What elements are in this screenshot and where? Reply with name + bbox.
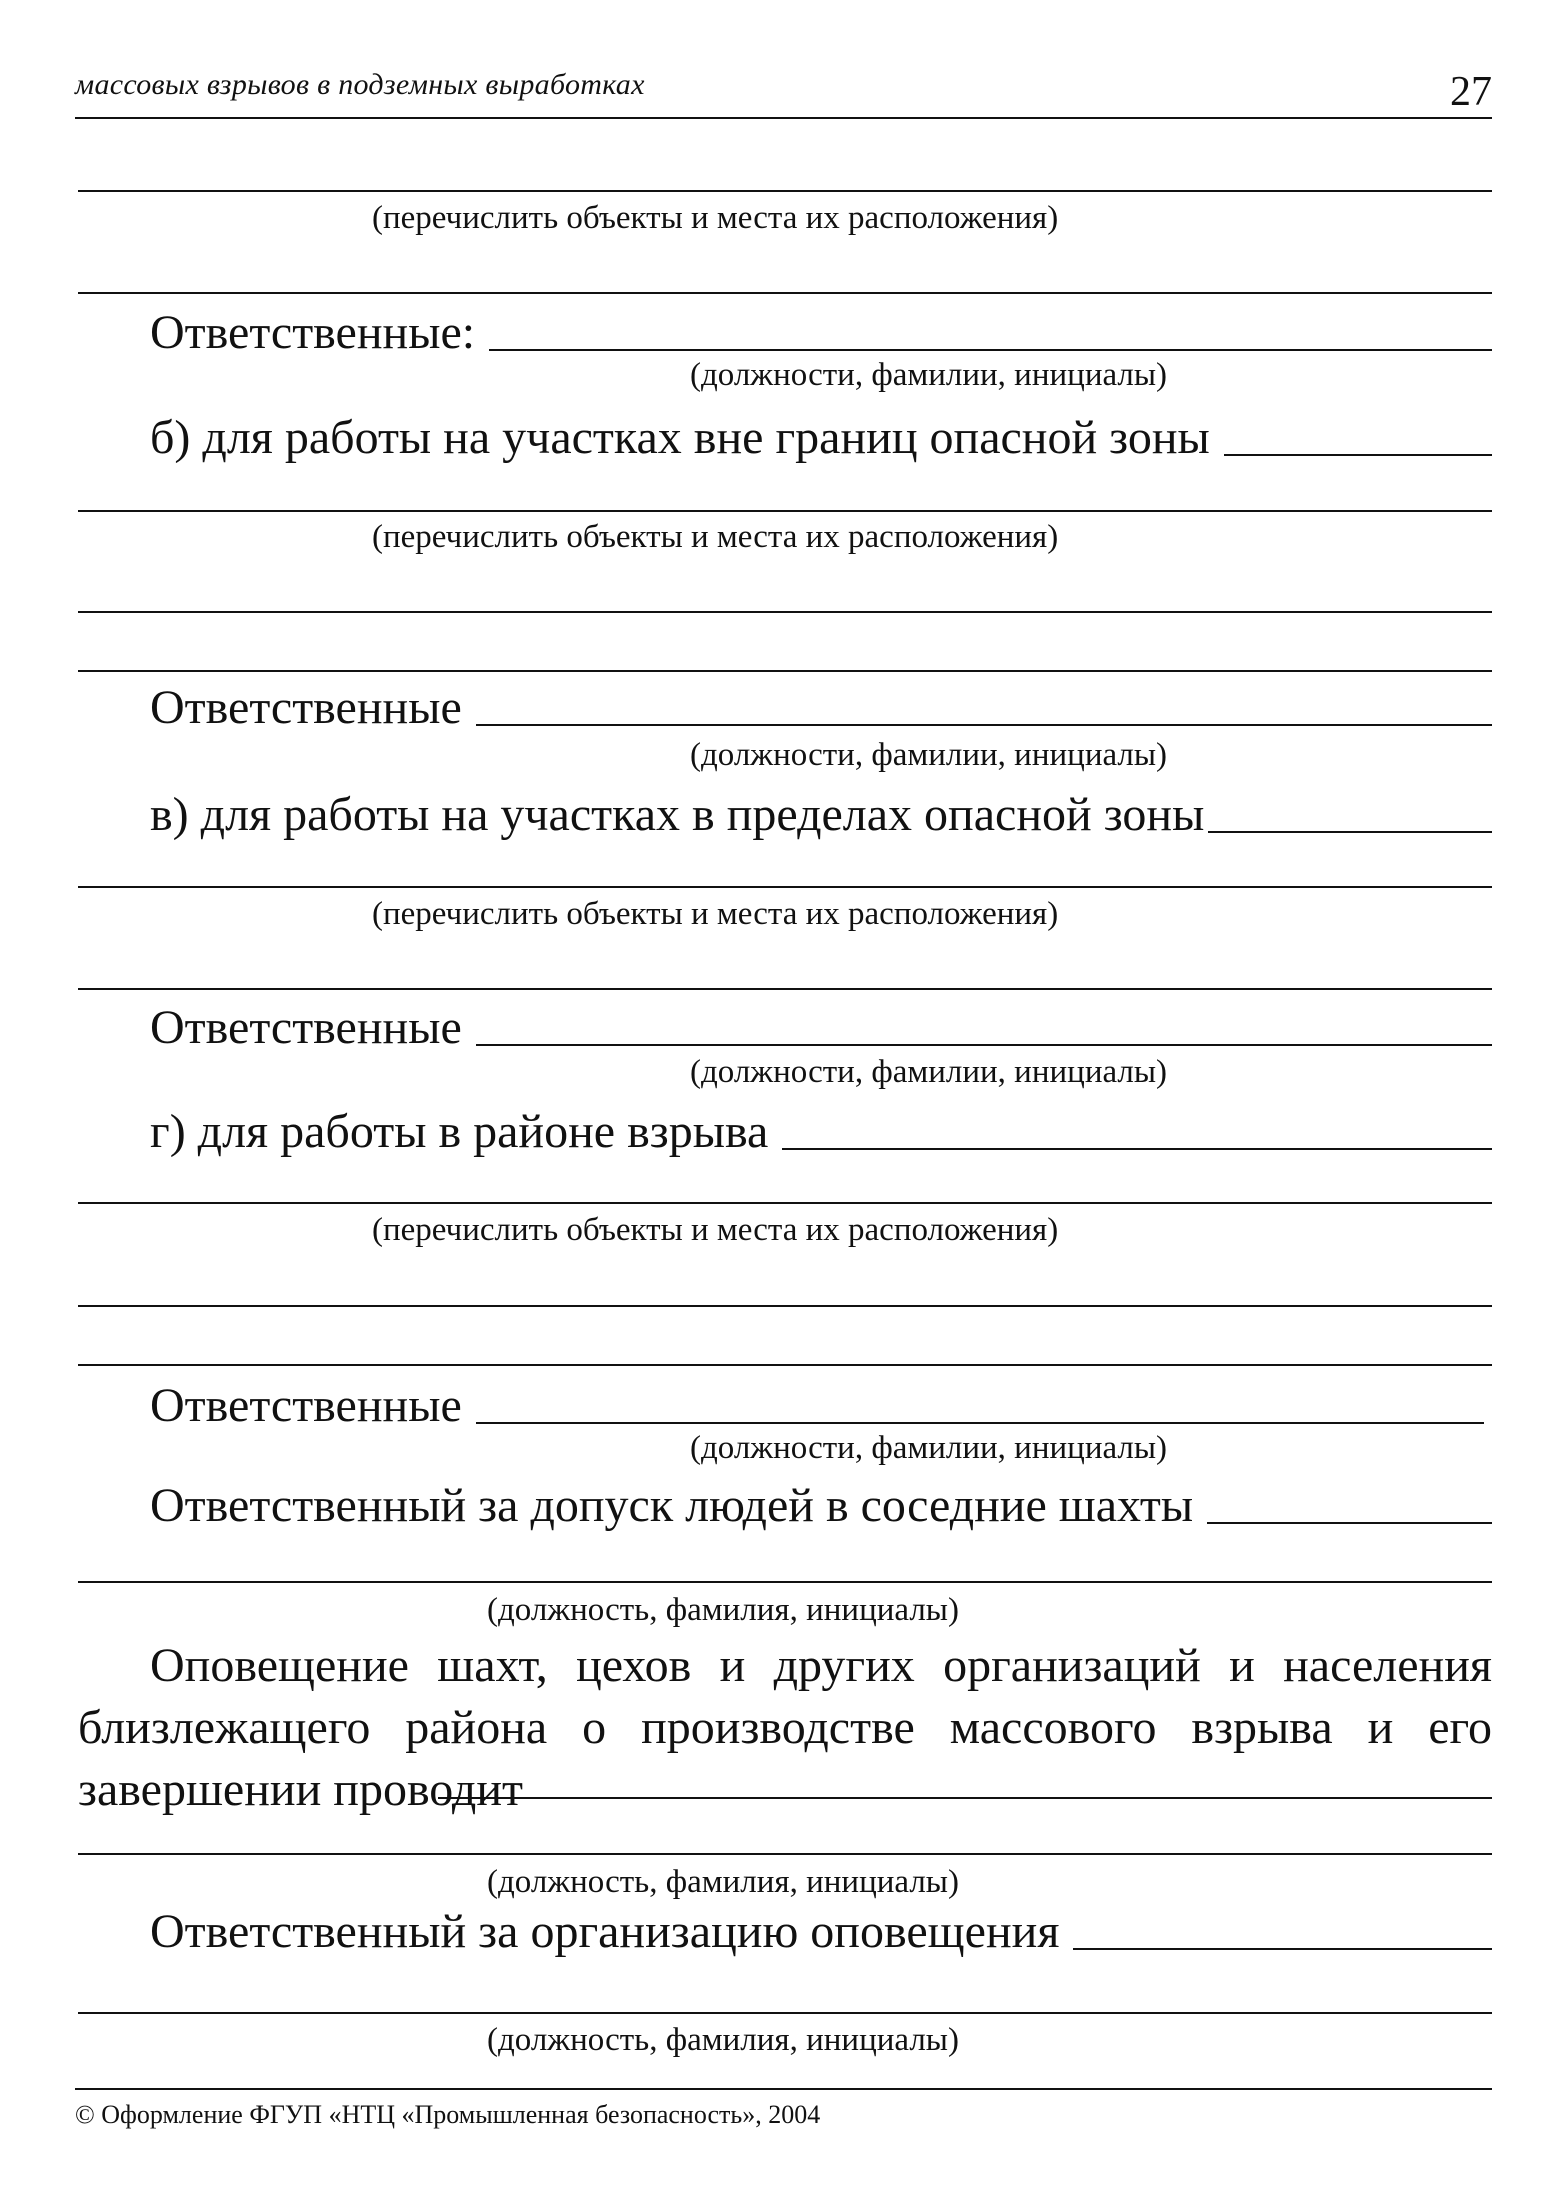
caption-positions: (должности, фамилии, инициалы): [690, 357, 1168, 393]
caption-position: (должность, фамилия, инициалы): [487, 1864, 959, 1900]
blank-line[interactable]: [78, 1305, 1492, 1307]
caption-positions: (должности, фамилии, инициалы): [690, 1054, 1168, 1090]
item-b-label: б) для работы на участках вне границ опасной зоны: [150, 411, 1210, 464]
blank-line[interactable]: [78, 611, 1492, 613]
responsible-label: Ответственные: [150, 1379, 462, 1432]
blank-line[interactable]: [78, 886, 1492, 888]
notification-org-blank[interactable]: [1073, 1948, 1492, 1950]
admission-blank[interactable]: [1207, 1522, 1492, 1524]
blank-line[interactable]: [78, 1202, 1492, 1204]
responsible-row-a: [150, 305, 1492, 360]
responsible-row-g: [150, 1378, 1484, 1433]
admission-label: Ответственный за допуск людей в соседние шахты: [150, 1479, 1194, 1532]
footer-copyright: © Оформление ФГУП «НТЦ «Промышленная безопасность», 2004: [75, 2100, 821, 2129]
responsible-label: Ответственные: [150, 681, 462, 734]
blank-line[interactable]: [78, 1853, 1492, 1855]
blank-line[interactable]: [78, 1364, 1492, 1366]
responsible-blank[interactable]: [476, 1422, 1484, 1424]
item-g-row: [150, 1104, 1492, 1159]
item-b-blank[interactable]: [1224, 454, 1492, 456]
responsible-blank[interactable]: [476, 724, 1492, 726]
item-v-row: [150, 787, 1492, 842]
caption-objects: (перечислить объекты и места их расположения): [372, 896, 1059, 932]
blank-line[interactable]: [78, 190, 1492, 192]
caption-position: (должность, фамилия, инициалы): [487, 1592, 959, 1628]
header-rule: [75, 117, 1492, 119]
caption-position: (должность, фамилия, инициалы): [487, 2022, 959, 2058]
responsible-row-v: [150, 1000, 1492, 1055]
notification-org-label: Ответственный за организацию оповещения: [150, 1905, 1060, 1958]
item-g-label: г) для работы в районе взрыва: [150, 1105, 769, 1158]
responsible-blank[interactable]: [476, 1044, 1492, 1046]
caption-objects: (перечислить объекты и места их расположения): [372, 1212, 1059, 1248]
notification-blank[interactable]: [438, 1797, 1492, 1799]
blank-line[interactable]: [78, 292, 1492, 294]
item-b-row: [150, 410, 1492, 465]
caption-positions: (должности, фамилии, инициалы): [690, 737, 1168, 773]
blank-line[interactable]: [78, 670, 1492, 672]
blank-line[interactable]: [78, 510, 1492, 512]
caption-objects: (перечислить объекты и места их расположения): [372, 519, 1059, 555]
caption-objects: (перечислить объекты и места их расположения): [372, 200, 1059, 236]
admission-row: [150, 1478, 1492, 1533]
notification-org-row: [150, 1904, 1492, 1959]
blank-line[interactable]: [78, 988, 1492, 990]
item-g-blank[interactable]: [782, 1148, 1492, 1150]
blank-line[interactable]: [78, 2012, 1492, 2014]
caption-positions: (должности, фамилии, инициалы): [690, 1430, 1168, 1466]
item-v-label: в) для работы на участках в пределах опасной зоны: [150, 788, 1205, 841]
responsible-blank[interactable]: [489, 349, 1492, 351]
notification-text: Оповещение шахт, цехов и других организаций и населения близлежащего района о производстве массового взрыва и его завершении проводит: [78, 1639, 1492, 1816]
responsible-label: Ответственные:: [150, 306, 476, 359]
item-v-blank[interactable]: [1208, 831, 1492, 833]
page-number: 27: [1450, 69, 1492, 115]
running-header: массовых взрывов в подземных выработках: [75, 68, 645, 101]
footer-rule: [75, 2088, 1492, 2090]
notification-paragraph: [78, 1635, 1492, 1821]
blank-line[interactable]: [78, 1581, 1492, 1583]
responsible-row-b: [150, 680, 1492, 735]
responsible-label: Ответственные: [150, 1001, 462, 1054]
